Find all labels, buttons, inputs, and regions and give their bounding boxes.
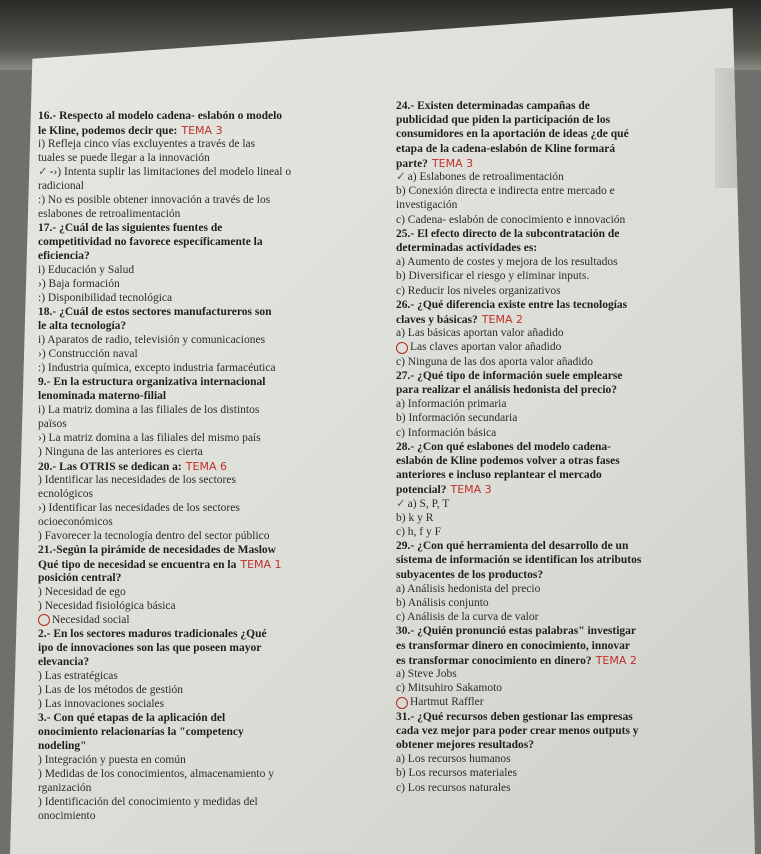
line-text: a) Información primaria bbox=[396, 398, 507, 411]
answer-line bbox=[38, 586, 126, 599]
line-text: ›) La matriz domina a las filiales del mismo país bbox=[38, 432, 261, 444]
line-text: 26.- ¿Qué diferencia existe entre las tecnologías bbox=[396, 298, 628, 311]
question-line bbox=[396, 455, 620, 468]
question-line bbox=[396, 569, 543, 582]
answer-line bbox=[396, 398, 506, 411]
answer-line bbox=[396, 668, 457, 681]
line-text: es transformar dinero en conocimiento, innovar bbox=[396, 639, 631, 652]
line-text: ›) Baja formación bbox=[38, 278, 120, 290]
answer-line bbox=[38, 166, 291, 179]
line-text: subyacentes de los productos? bbox=[396, 568, 544, 581]
question-line bbox=[396, 313, 523, 327]
line-text: para realizar el análisis hedonista del precio? bbox=[396, 384, 618, 396]
answer-line bbox=[396, 498, 449, 511]
line-text: lenominada materno-filial bbox=[38, 390, 167, 402]
question-line bbox=[396, 242, 537, 255]
line-text: 24.- Existen determinadas campañas de bbox=[396, 100, 590, 112]
question-line bbox=[38, 376, 265, 389]
line-text: :) Industria química, excepto industria farmacéutica bbox=[38, 362, 276, 374]
line-text: b) Información secundaria bbox=[396, 412, 518, 425]
line-text: :) Disponibilidad tecnológica bbox=[38, 292, 173, 304]
answer-line bbox=[38, 768, 274, 781]
line-text: ) Integración y puesta en común bbox=[38, 754, 186, 766]
line-text: b) Conexión directa e indirecta entre mercado e bbox=[396, 185, 615, 198]
question-line bbox=[396, 143, 615, 156]
line-text: i) Educación y Salud bbox=[38, 264, 135, 276]
line-text: Las claves aportan valor añadido bbox=[410, 341, 562, 354]
handwritten-note: TEMA 3 bbox=[181, 124, 223, 137]
line-text: 17.- ¿Cuál de las siguientes fuentes de bbox=[38, 222, 223, 234]
answer-line bbox=[38, 152, 210, 165]
answer-line bbox=[38, 180, 84, 193]
circled-answer-icon bbox=[38, 614, 50, 626]
answer-line bbox=[38, 334, 265, 347]
line-text: anteriores e incluso replantear el mercado bbox=[396, 469, 602, 482]
line-text: elevancia? bbox=[38, 656, 90, 668]
answer-line bbox=[396, 583, 540, 596]
line-text: tuales se puede llegar a la innovación bbox=[38, 152, 210, 164]
question-line bbox=[396, 711, 633, 724]
line-text: ) Identificación del conocimiento y medidas del bbox=[38, 796, 258, 808]
answer-line bbox=[396, 753, 511, 766]
line-text: b) Diversificar el riesgo y eliminar inputs. bbox=[396, 270, 590, 283]
circled-answer-icon bbox=[396, 697, 408, 709]
line-text: competitividad no favorece específicamente la bbox=[38, 236, 263, 248]
answer-line bbox=[38, 418, 67, 431]
answer-line bbox=[38, 432, 261, 445]
line-text: ipo de innovaciones son las que poseen mayor bbox=[38, 642, 262, 654]
question-line bbox=[38, 250, 90, 263]
line-text: b) Análisis conjunto bbox=[396, 597, 489, 609]
question-line bbox=[38, 642, 261, 655]
handwritten-note: TEMA 3 bbox=[431, 156, 474, 170]
line-text: etapa de la cadena-eslabón de Kline formará bbox=[396, 142, 616, 155]
line-text: b) k y R bbox=[396, 511, 434, 524]
question-line bbox=[38, 656, 89, 669]
answer-line bbox=[396, 526, 441, 539]
line-text: Necesidad social bbox=[52, 614, 130, 626]
line-text: a) Steve Jobs bbox=[396, 668, 457, 680]
line-text: eslabón de Kline podemos volver a otras fases bbox=[396, 455, 620, 467]
answer-line bbox=[396, 782, 511, 795]
line-text: cada vez mejor para poder crear menos outputs y bbox=[396, 724, 639, 737]
question-line bbox=[396, 540, 628, 553]
answer-line bbox=[38, 600, 176, 613]
line-text: potencial? bbox=[396, 484, 447, 497]
line-text: posición central? bbox=[38, 572, 122, 584]
question-line bbox=[38, 628, 267, 641]
line-text: claves y básicas? bbox=[396, 314, 478, 326]
question-line bbox=[38, 460, 227, 474]
line-text: c) Los recursos naturales bbox=[396, 781, 511, 794]
line-text: parte? bbox=[396, 157, 428, 170]
answer-line bbox=[396, 256, 618, 269]
line-text: i) Aparatos de radio, televisión y comunicaciones bbox=[38, 334, 266, 346]
line-text: ›) Identificar las necesidades de los sectores bbox=[38, 502, 240, 514]
answer-line bbox=[38, 138, 255, 151]
line-text: 25.- El efecto directo de la subcontratación de bbox=[396, 227, 620, 240]
answer-line bbox=[396, 696, 484, 709]
question-line bbox=[38, 390, 166, 403]
line-text: b) Los recursos materiales bbox=[396, 767, 518, 780]
line-text: determinadas actividades es: bbox=[396, 242, 538, 254]
answer-line bbox=[38, 684, 183, 697]
check-mark-icon: ✓ bbox=[396, 171, 406, 183]
answer-line bbox=[38, 208, 180, 221]
line-text: ecnológicos bbox=[38, 488, 93, 500]
question-line bbox=[396, 100, 590, 113]
answer-line bbox=[396, 682, 502, 695]
answer-line bbox=[396, 171, 564, 184]
line-text: onocimiento relacionarías la "competency bbox=[38, 726, 244, 738]
question-line bbox=[38, 110, 282, 123]
line-text: 30.- ¿Quién pronunció estas palabras" investigar bbox=[396, 625, 637, 638]
answer-line bbox=[38, 488, 93, 501]
answer-line bbox=[38, 796, 258, 809]
question-line bbox=[396, 157, 473, 171]
answer-line bbox=[38, 362, 276, 375]
answer-line bbox=[396, 427, 496, 440]
question-line bbox=[38, 236, 263, 249]
answer-line bbox=[396, 327, 564, 340]
line-text: 3.- Con qué etapas de la aplicación del bbox=[38, 712, 226, 724]
line-text: i) Refleja cinco vías excluyentes a través de las bbox=[38, 138, 256, 150]
line-text: Hartmut Raffler bbox=[410, 696, 484, 709]
question-line bbox=[396, 554, 641, 567]
line-text: ) Las innovaciones sociales bbox=[38, 698, 165, 710]
line-text: i) La matriz domina a las filiales de los distintos bbox=[38, 404, 260, 416]
line-text: 9.- En la estructura organizativa internacional bbox=[38, 376, 266, 388]
line-text: onocimiento bbox=[38, 810, 96, 822]
question-line bbox=[396, 299, 627, 312]
answer-line bbox=[396, 214, 625, 227]
answer-line bbox=[38, 614, 130, 627]
question-line bbox=[396, 483, 492, 497]
line-text: 29.- ¿Con qué herramienta del desarrollo de un bbox=[396, 540, 629, 553]
answer-line bbox=[38, 782, 91, 795]
answer-line bbox=[38, 446, 203, 459]
question-line bbox=[396, 625, 636, 638]
answer-line bbox=[38, 698, 164, 711]
line-text: eficiencia? bbox=[38, 250, 90, 262]
answer-line bbox=[396, 597, 489, 610]
line-text: ) Las de los métodos de gestión bbox=[38, 684, 184, 696]
line-text: ) Medidas de los conocimientos, almacenamiento y bbox=[38, 768, 275, 780]
line-text: ) Necesidad de ego bbox=[38, 586, 126, 598]
question-line bbox=[396, 228, 619, 241]
line-text: c) Mitsuhiro Sakamoto bbox=[396, 682, 503, 695]
check-mark-icon: ✓ bbox=[38, 166, 48, 178]
question-line bbox=[38, 124, 223, 138]
answer-line bbox=[396, 285, 561, 298]
answer-line bbox=[396, 270, 589, 283]
line-text: le Kline, podemos decir que: bbox=[38, 125, 178, 137]
question-line bbox=[396, 128, 629, 141]
handwritten-note: TEMA 3 bbox=[450, 483, 492, 497]
answer-line bbox=[38, 264, 134, 277]
question-line bbox=[396, 725, 639, 738]
page-curl bbox=[715, 68, 755, 188]
line-text: 28.- ¿Con qué eslabones del modelo cadena- bbox=[396, 440, 611, 453]
line-text: països bbox=[38, 418, 67, 430]
line-text: a) S, P, T bbox=[407, 497, 450, 510]
line-text: ) Favorecer la tecnología dentro del sector público bbox=[38, 530, 270, 542]
question-line bbox=[396, 370, 622, 383]
question-line bbox=[38, 306, 272, 319]
answer-line bbox=[38, 278, 120, 291]
question-line bbox=[396, 640, 630, 653]
question-line bbox=[38, 572, 121, 585]
circled-answer-icon bbox=[396, 342, 408, 354]
line-text: a) Aumento de costes y mejora de los resultados bbox=[396, 256, 618, 269]
line-text: -›) Intenta suplir las limitaciones del modelo lineal o bbox=[49, 166, 292, 178]
line-text: Qué tipo de necesidad se encuentra en la bbox=[38, 559, 237, 571]
line-text: nodeling" bbox=[38, 740, 87, 752]
answer-line bbox=[38, 348, 138, 361]
line-text: ) Las estratégicas bbox=[38, 670, 118, 682]
line-text: c) Información básica bbox=[396, 426, 497, 439]
handwritten-note: TEMA 1 bbox=[240, 558, 282, 571]
check-mark-icon: ✓ bbox=[396, 497, 406, 510]
question-line bbox=[396, 654, 637, 668]
question-line bbox=[396, 469, 602, 482]
line-text: c) h, f y F bbox=[396, 526, 442, 538]
line-text: a) Los recursos humanos bbox=[396, 753, 511, 766]
line-text: c) Análisis de la curva de valor bbox=[396, 611, 539, 624]
answer-line bbox=[38, 474, 236, 487]
line-text: 16.- Respecto al modelo cadena- eslabón o modelo bbox=[38, 110, 283, 122]
line-text: 21.-Según la pirámide de necesidades de Maslow bbox=[38, 544, 276, 556]
line-text: ) Necesidad fisiológica básica bbox=[38, 600, 176, 612]
question-line bbox=[38, 320, 126, 333]
handwritten-note: TEMA 2 bbox=[595, 653, 637, 667]
line-text: ›) Construcción naval bbox=[38, 348, 138, 360]
question-line bbox=[396, 739, 534, 752]
line-text: sistema de información se identifican los atributos bbox=[396, 554, 642, 567]
answer-line bbox=[396, 199, 457, 212]
answer-line bbox=[38, 292, 172, 305]
question-line bbox=[38, 712, 225, 725]
answer-line bbox=[396, 356, 593, 369]
answer-line bbox=[38, 516, 113, 529]
answer-line bbox=[38, 754, 186, 767]
answer-line bbox=[38, 530, 270, 543]
line-text: ocioeconómicos bbox=[38, 516, 113, 528]
line-text: publicidad que piden la participación de los bbox=[396, 114, 611, 127]
line-text: eslabones de retroalimentación bbox=[38, 208, 181, 220]
line-text: es transformar conocimiento en dinero? bbox=[396, 654, 592, 667]
answer-line bbox=[396, 185, 615, 198]
line-text: 27.- ¿Qué tipo de información suele emplearse bbox=[396, 369, 623, 382]
line-text: consumidores en la aportación de ideas ¿de qué bbox=[396, 128, 629, 141]
line-text: 31.- ¿Qué recursos deben gestionar las empresas bbox=[396, 710, 633, 723]
answer-line bbox=[38, 810, 96, 823]
question-line bbox=[38, 558, 282, 572]
answer-line bbox=[38, 502, 240, 515]
question-line bbox=[38, 740, 87, 753]
answer-line bbox=[38, 670, 118, 683]
answer-line bbox=[396, 412, 517, 425]
handwritten-note: TEMA 6 bbox=[185, 460, 227, 473]
line-text: a) Eslabones de retroalimentación bbox=[407, 171, 564, 183]
line-text: c) Reducir los niveles organizativos bbox=[396, 284, 561, 297]
line-text: 18.- ¿Cuál de estos sectores manufactureros son bbox=[38, 306, 272, 318]
question-line bbox=[38, 544, 276, 557]
question-line bbox=[396, 441, 611, 454]
question-line bbox=[396, 384, 617, 397]
answer-line bbox=[38, 194, 270, 207]
line-text: investigación bbox=[396, 199, 458, 212]
answer-line bbox=[396, 512, 433, 525]
line-text: ) Identificar las necesidades de los sectores bbox=[38, 474, 236, 486]
line-text: radicional bbox=[38, 180, 84, 192]
line-text: 2.- En los sectores maduros tradicionales ¿Qué bbox=[38, 628, 267, 640]
line-text: c) Cadena- eslabón de conocimiento e innovación bbox=[396, 213, 626, 226]
answer-line bbox=[396, 611, 538, 624]
line-text: le alta tecnología? bbox=[38, 320, 127, 332]
line-text: ) Ninguna de las anteriores es cierta bbox=[38, 446, 203, 458]
line-text: a) Análisis hedonista del precio bbox=[396, 582, 541, 595]
answer-line bbox=[396, 341, 561, 354]
question-line bbox=[38, 726, 244, 739]
line-text: c) Ninguna de las dos aporta valor añadido bbox=[396, 355, 594, 368]
line-text: a) Las básicas aportan valor añadido bbox=[396, 327, 564, 340]
question-line bbox=[396, 114, 610, 127]
answer-line bbox=[396, 767, 517, 780]
handwritten-note: TEMA 2 bbox=[481, 313, 523, 326]
line-text: obtener mejores resultados? bbox=[396, 739, 534, 751]
line-text: rganización bbox=[38, 782, 92, 794]
line-text: :) No es posible obtener innovación a través de los bbox=[38, 194, 271, 206]
question-line bbox=[38, 222, 222, 235]
answer-line bbox=[38, 404, 259, 417]
line-text: 20.- Las OTRIS se dedican a: bbox=[38, 461, 182, 473]
